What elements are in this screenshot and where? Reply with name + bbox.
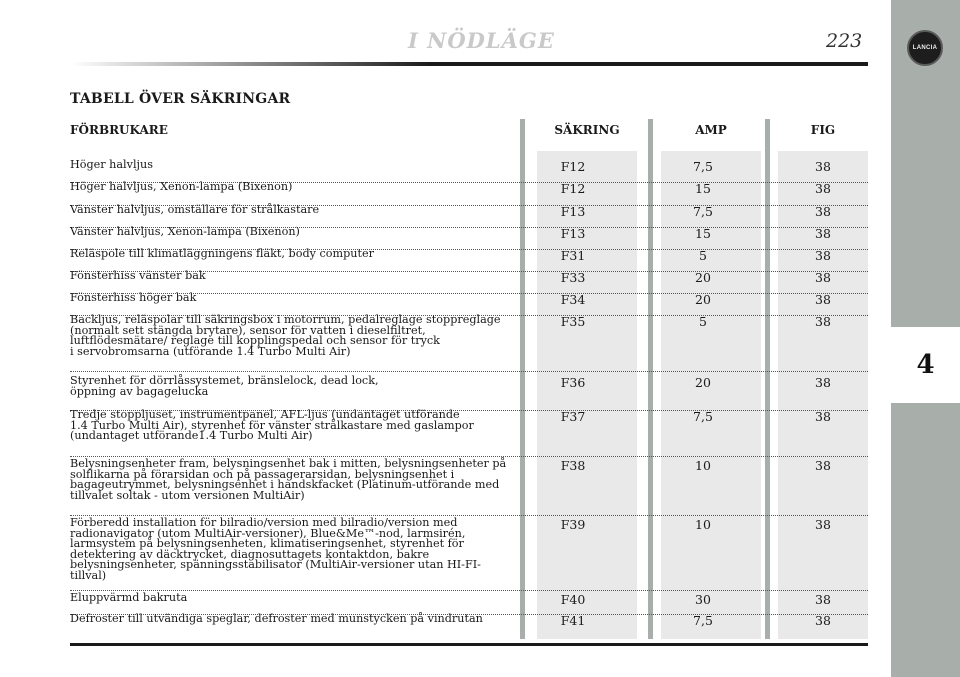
fig-cell: 38	[815, 181, 831, 196]
amp-cell: 15	[695, 181, 711, 196]
consumer-cell: Vänster halvljus, omställare för strålkastare	[70, 203, 320, 216]
column-header-fuse: SÄKRING	[554, 123, 620, 137]
fuse-cell: F41	[560, 613, 586, 628]
fig-cell: 38	[815, 159, 831, 174]
column-header-amp: AMP	[695, 123, 727, 137]
amp-cell: 5	[699, 248, 707, 263]
fig-cell: 38	[815, 458, 831, 473]
fig-cell: 38	[815, 592, 831, 607]
amp-cell: 7,5	[693, 159, 713, 174]
table-row	[70, 614, 868, 639]
fuse-cell: F34	[560, 292, 586, 307]
fig-cell: 38	[815, 409, 831, 424]
consumer-cell: Backljus, reläspolar till säkringsbox i motorrum, pedalreglage stoppreglage (normalt sett stängda brytare), sensor för vatten i dieselfiltret, luftflödesmätare/ reglage till kopplingspedal och sensor för tryck i servobromsarna (utförande 1.4 Turbo Multi Air)	[70, 313, 501, 358]
consumer-cell: Defroster till utvändiga speglar, defroster med munstycken på vindrutan	[70, 612, 483, 625]
fig-cell: 38	[815, 248, 831, 263]
fig-cell: 38	[815, 270, 831, 285]
fuse-cell: F13	[560, 204, 586, 219]
logo-text: LANCIA	[912, 45, 938, 51]
chapter-number: 4	[891, 327, 960, 403]
consumer-cell: Fönsterhiss vänster bak	[70, 269, 206, 282]
consumer-cell: Vänster halvljus, Xenon-lampa (Bixenon)	[70, 225, 300, 238]
fig-cell: 38	[815, 292, 831, 307]
fuse-cell: F13	[560, 226, 586, 241]
fuse-cell: F12	[560, 181, 586, 196]
fuse-cell: F31	[560, 248, 586, 263]
fuse-cell: F39	[560, 517, 586, 532]
table-row	[70, 518, 868, 591]
amp-cell: 30	[695, 592, 711, 607]
column-header-consumer: FÖRBRUKARE	[70, 123, 168, 137]
table-row	[70, 376, 868, 411]
fuse-cell: F12	[560, 159, 586, 174]
fig-cell: 38	[815, 613, 831, 628]
section-title: TABELL ÖVER SÄKRINGAR	[70, 91, 291, 107]
fig-cell: 38	[815, 204, 831, 219]
consumer-cell: Förberedd installation för bilradio/version med bilradio/version med radionavigator (utom MultiAir-versioner), Blue&Me™-nod, larmsirén, larmsystem på belysningsenheten, klimatiseringsenhet, styrenhet för detektering av däcktrycket, diagnosuttagets kontaktdon, bakre belysningsenheter, spänningsstabilisator (MultiAir-versioner utan HI-FI-tillval)	[70, 516, 481, 582]
fuse-cell: F40	[560, 592, 586, 607]
page-number: 223	[826, 30, 863, 52]
amp-cell: 7,5	[693, 409, 713, 424]
fuse-cell: F35	[560, 314, 586, 329]
consumer-cell: Eluppvärmd bakruta	[70, 591, 188, 604]
consumer-cell: Höger halvljus	[70, 158, 153, 171]
fuse-cell: F38	[560, 458, 586, 473]
consumer-cell: Belysningsenheter fram, belysningsenhet bak i mitten, belysningsenheter på solflikarna på förarsidan och på passagerarsidan, belysningsenhet i bagageutrymmet, belysningsenhet i handskfacket (Platinum-utförande med tillvalet soltak - utom versionen MultiAir)	[70, 457, 507, 502]
fig-cell: 38	[815, 375, 831, 390]
fig-cell: 38	[815, 517, 831, 532]
amp-cell: 5	[699, 314, 707, 329]
header-rule	[70, 62, 868, 66]
amp-cell: 10	[695, 517, 711, 532]
column-header-fig: FIG	[810, 123, 836, 137]
fig-cell: 38	[815, 314, 831, 329]
bottom-rule	[70, 643, 868, 646]
lancia-logo	[907, 30, 943, 66]
amp-cell: 7,5	[693, 204, 713, 219]
fig-cell: 38	[815, 226, 831, 241]
consumer-cell: Styrenhet för dörrlåssystemet, bränslelock, dead lock, öppning av bagagelucka	[70, 374, 379, 398]
amp-cell: 15	[695, 226, 711, 241]
amp-cell: 7,5	[693, 613, 713, 628]
fuse-cell: F33	[560, 270, 586, 285]
amp-cell: 20	[695, 375, 711, 390]
amp-cell: 10	[695, 458, 711, 473]
amp-cell: 20	[695, 270, 711, 285]
consumer-cell: Tredje stoppljuset, instrumentpanel, AFL-ljus (undantaget utförande 1.4 Turbo Multi Air), styrenhet för vänster strålkastare med gaslampor (undantaget utförande1.4 Turbo Multi Air)	[70, 408, 474, 442]
fuse-cell: F36	[560, 375, 586, 390]
consumer-cell: Fönsterhiss höger bak	[70, 291, 197, 304]
table-row	[70, 459, 868, 516]
consumer-cell: Höger halvljus, Xenon-lampa (Bixenon)	[70, 180, 293, 193]
consumer-cell: Reläspole till klimatläggningens fläkt, body computer	[70, 247, 374, 260]
table-row	[70, 315, 868, 372]
fuse-cell: F37	[560, 409, 586, 424]
page-header-title: I NÖDLÄGE	[408, 28, 555, 53]
amp-cell: 20	[695, 292, 711, 307]
table-row	[70, 410, 868, 457]
